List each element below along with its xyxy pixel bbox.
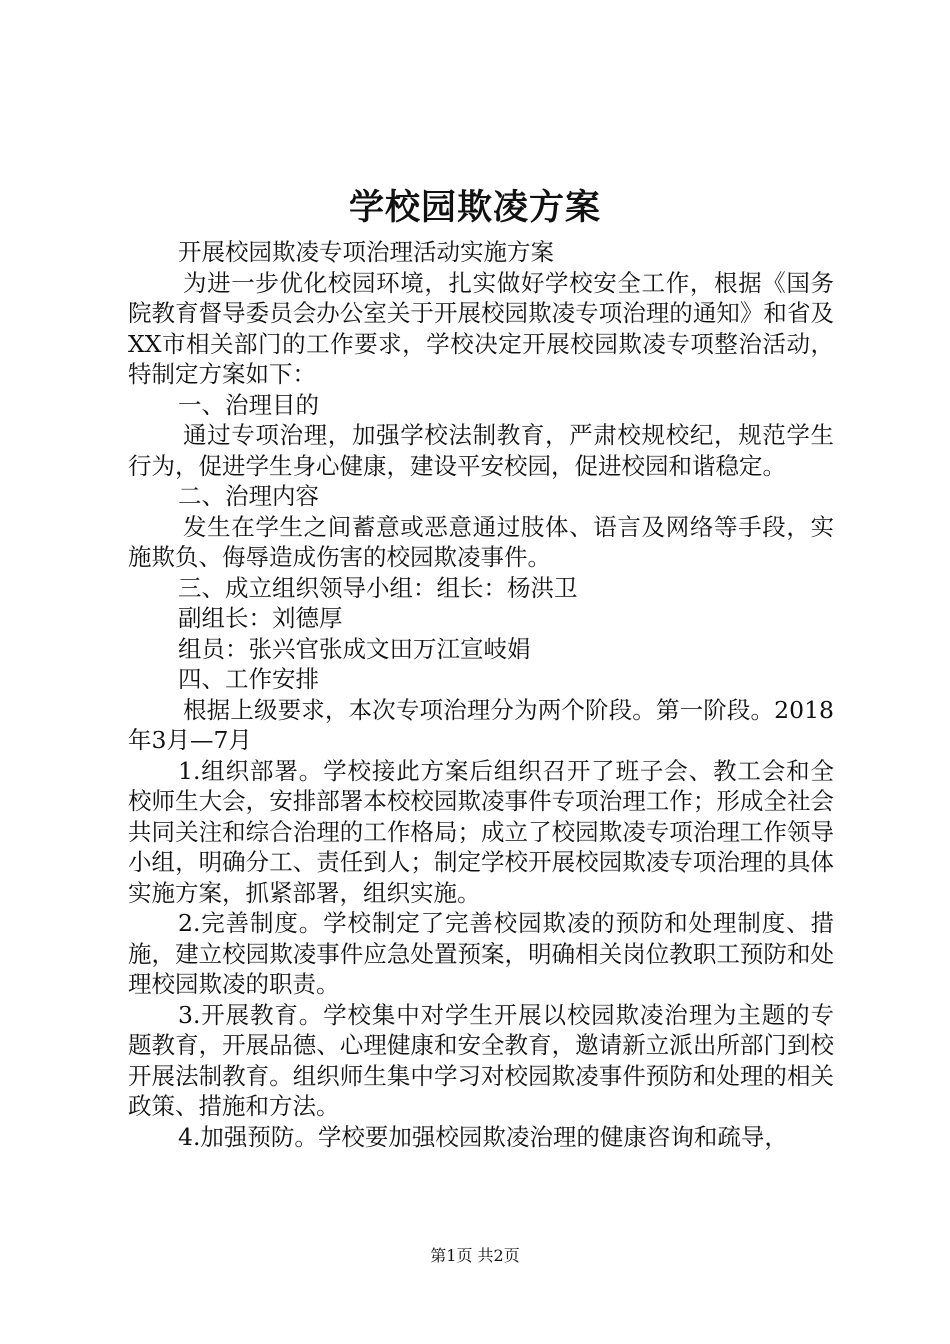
document-title: 学校园欺凌方案 [348, 187, 601, 228]
paragraph: 四、工作安排 [178, 665, 319, 693]
paragraph: 组员：张兴官张成文田万江宣岐娟 [178, 634, 531, 663]
paragraph: 3.开展教育。学校集中对学生开展以校园欺凌治理为主题的专题教育，开展品德、心理健康和安全教育，邀请新立派出所部门到校开展法制教育。组织师生集中学习对校园欺凌事件预防和处理的相关政策、措施和方法。 [128, 1000, 834, 1120]
paragraph: 发生在学生之间蓄意或恶意通过肢体、语言及网络等手段，实施欺负、侮辱造成伤害的校园欺凌事件。 [128, 512, 834, 571]
paragraph: 一、治理目的 [178, 390, 319, 419]
paragraph: 二、治理内容 [178, 482, 319, 510]
paragraph: 1.组织部署。学校接此方案后组织召开了班子会、教工会和全校师生大会，安排部署本校校园欺凌事件专项治理工作；形成全社会共同关注和综合治理的工作格局；成立了校园欺凌专项治理工作领导小组，明确分工、责任到人；制定学校开展校园欺凌专项治理的具体实施方案，抓紧部署，组织实施。 [128, 756, 834, 907]
paragraph: 为进一步优化校园环境，扎实做好学校安全工作，根据《国务院教育督导委员会办公室关于开展校园欺凌专项治理的通知》和省及XX市相关部门的工作要求，学校决定开展校园欺凌专项整治活动，特制定方案如下： [128, 268, 834, 388]
page-footer: 第1页 共2页 [430, 1246, 520, 1265]
paragraph: 4.加强预防。学校要加强校园欺凌治理的健康咨询和疏导， [178, 1122, 788, 1151]
document-body [128, 237, 834, 1152]
paragraph: 根据上级要求，本次专项治理分为两个阶段。第一阶段。2018年3月—7月 [128, 695, 834, 754]
paragraph: 通过专项治理，加强学校法制教育，严肃校规校纪，规范学生行为，促进学生身心健康，建设平安校园，促进校园和谐稳定。 [128, 421, 834, 480]
paragraph: 开展校园欺凌专项治理活动实施方案 [178, 238, 554, 266]
paragraph: 三、成立组织领导小组：组长：杨洪卫 [178, 573, 578, 602]
paragraph: 副组长：刘德厚 [178, 604, 343, 632]
paragraph: 2.完善制度。学校制定了完善校园欺凌的预防和处理制度、措施，建立校园欺凌事件应急处置预案，明确相关岗位教职工预防和处理校园欺凌的职责。 [128, 909, 834, 998]
